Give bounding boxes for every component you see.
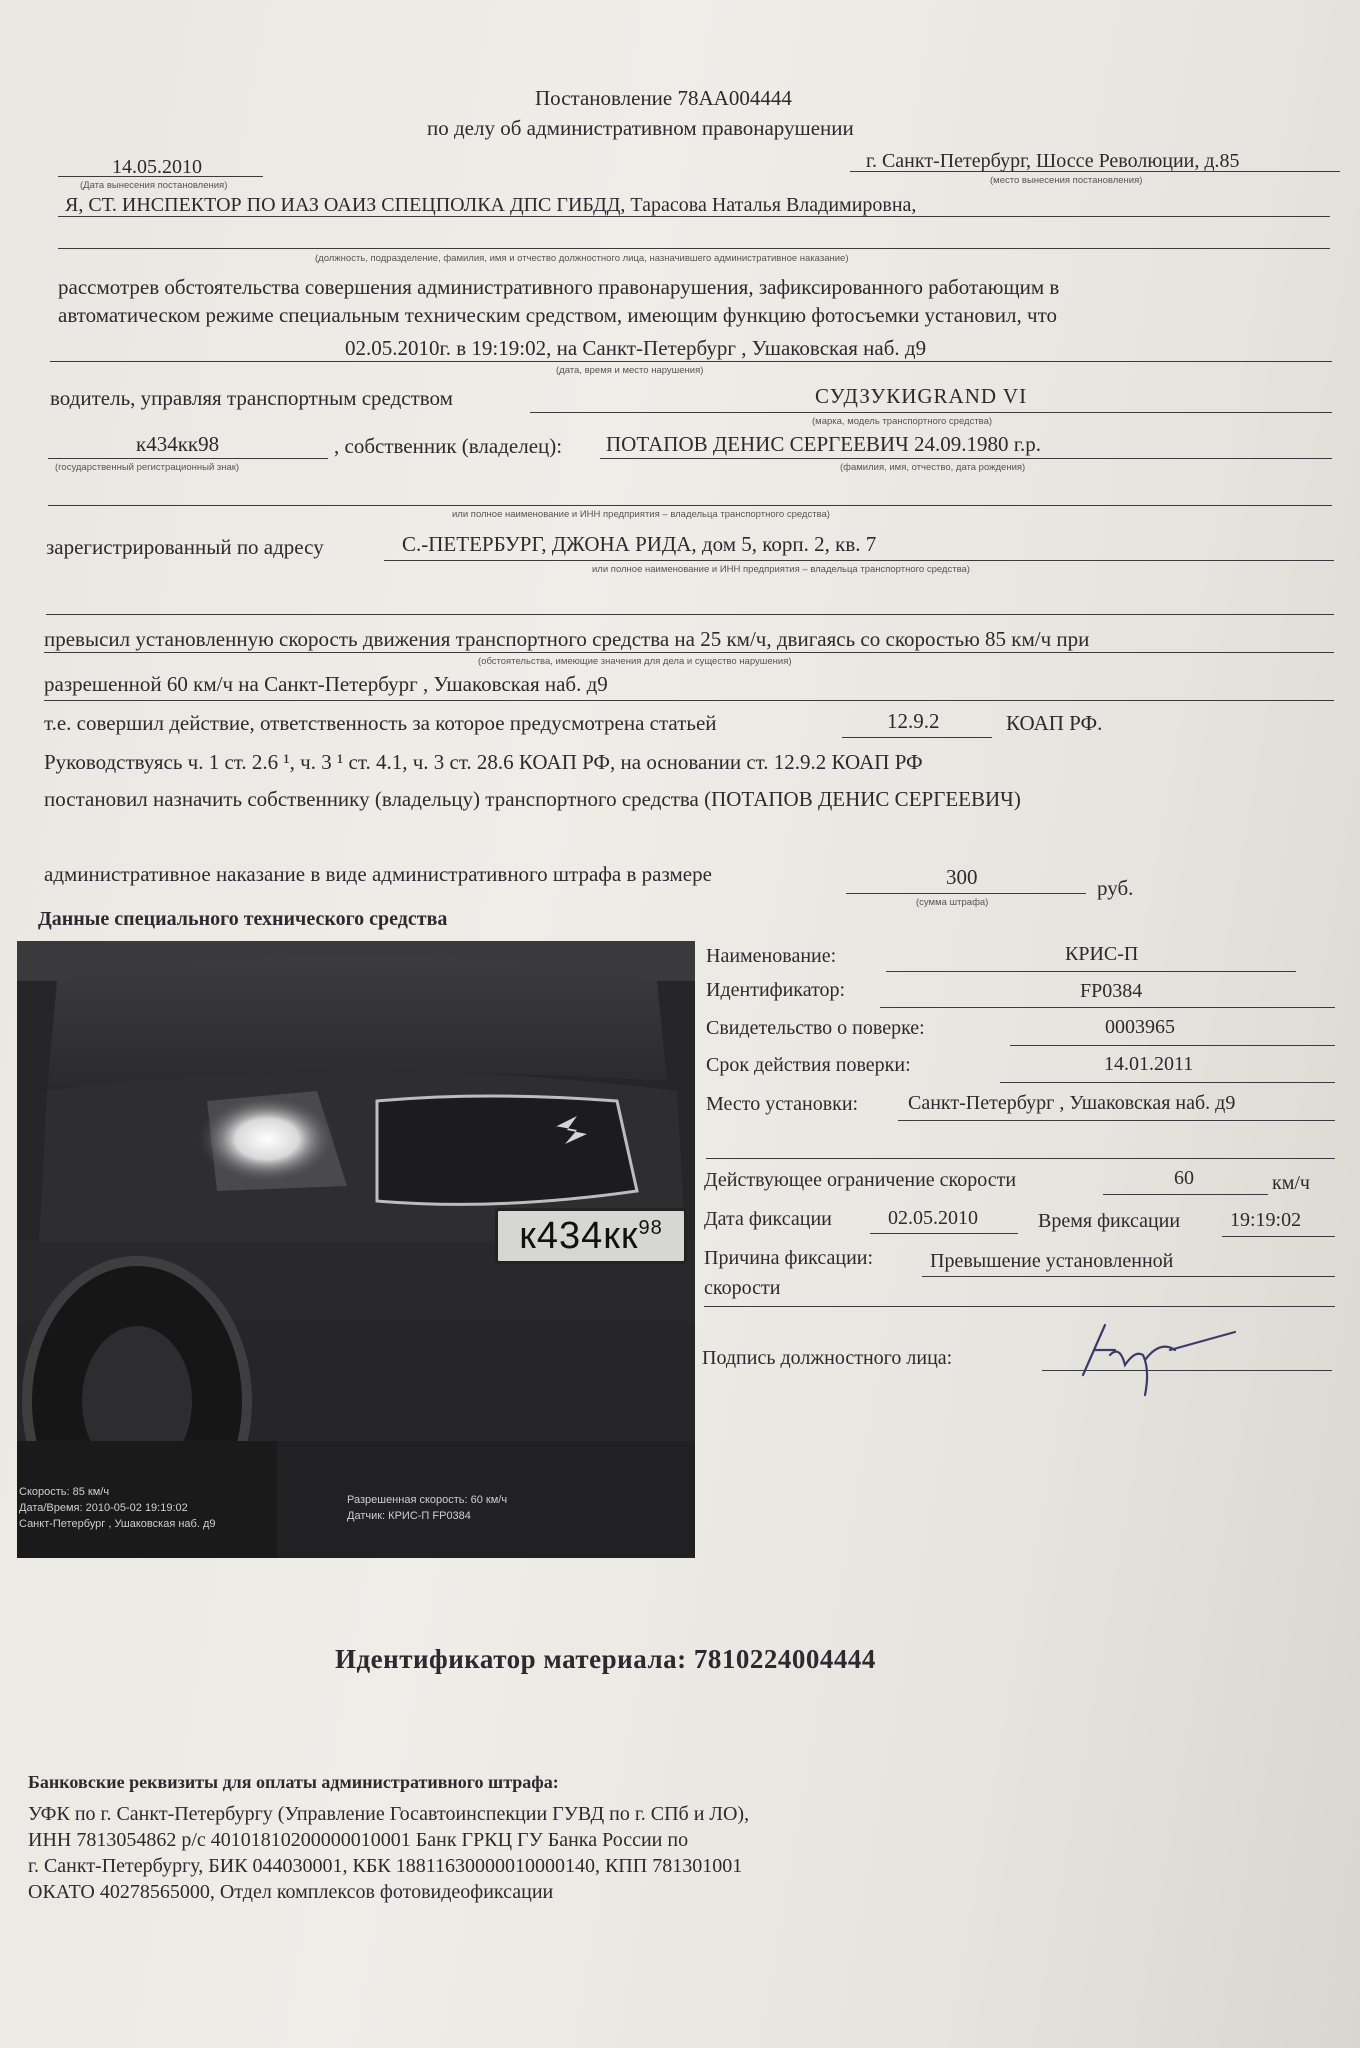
- fine-amount: 300: [946, 865, 978, 889]
- location-label: Место установки:: [706, 1093, 859, 1115]
- document-title: Постановление 78АА004444: [535, 86, 792, 110]
- device-id-line: [880, 1007, 1335, 1008]
- address-label: зарегистрированный по адресу: [46, 535, 324, 559]
- guided-text: Руководствуясь ч. 1 ст. 2.6 ¹, ч. 3 ¹ ст. 4.1, ч. 3 ст. 28.6 КОАП РФ, на основании ст. 12.9.2 КОАП РФ: [44, 750, 923, 774]
- bank-line-2: ИНН 7813054862 р/с 40101810200000010001 Банк ГРКЦ ГУ Банка России по: [28, 1829, 689, 1851]
- article-line: [842, 737, 992, 738]
- overlay-allowed-speed: Разрешенная скорость: 60 км/ч: [347, 1494, 508, 1506]
- plate-caption: (государственный регистрационный знак): [55, 462, 240, 473]
- fix-date-label: Дата фиксации: [704, 1208, 832, 1230]
- plate-region: 98: [638, 1217, 663, 1239]
- fine-line: [846, 893, 1086, 894]
- device-id: FP0384: [1080, 980, 1143, 1002]
- event-caption: (дата, время и место нарушения): [556, 365, 704, 376]
- cert-label: Свидетельство о поверке:: [706, 1017, 925, 1039]
- plate-line: [48, 458, 328, 459]
- place-caption: (место вынесения постановления): [990, 175, 1143, 186]
- owner-label: , собственник (владелец):: [334, 434, 563, 458]
- document-subtitle: по делу об административном правонарушении: [427, 116, 854, 140]
- inn-line: [48, 505, 1332, 506]
- address-value: С.-ПЕТЕРБУРГ, ДЖОНА РИДА, дом 5, корп. 2, кв. 7: [402, 532, 877, 556]
- reason-line-1: Превышение установленной: [930, 1250, 1174, 1272]
- decision-date: 14.05.2010: [112, 156, 202, 178]
- bank-line-1: УФК по г. Санкт-Петербургу (Управление Госавтоинспекции ГУВД по г. СПб и ЛО),: [28, 1803, 750, 1825]
- cert-line: [1010, 1045, 1335, 1046]
- overlay-sensor: Датчик: КРИС-П FP0384: [347, 1510, 471, 1522]
- inn-caption: или полное наименование и ИНН предприятия – владельца транспортного средства): [452, 509, 830, 520]
- place-line: [850, 171, 1340, 172]
- fix-time: 19:19:02: [1230, 1209, 1302, 1231]
- paragraph-line-1: рассмотрев обстоятельства совершения административного правонарушения, зафиксированного работающим в: [58, 275, 1060, 299]
- reason-line-2: скорости: [704, 1277, 781, 1299]
- reason-underline-2: [704, 1306, 1335, 1307]
- owner-line: [600, 458, 1332, 459]
- fine-caption: (сумма штрафа): [916, 897, 989, 908]
- fine-unit: руб.: [1097, 876, 1134, 900]
- paragraph-line-2: автоматическом режиме специальным техническим средством, имеющим функцию фотосъемки установил, что: [58, 303, 1057, 327]
- event-line: [50, 361, 1332, 362]
- blank-line: [46, 614, 1334, 615]
- decision-place: г. Санкт-Петербург, Шоссе Революции, д.85: [866, 150, 1240, 172]
- limit-label: Действующее ограничение скорости: [704, 1169, 1017, 1191]
- plate-number: к434кк98: [136, 432, 220, 456]
- bank-heading: Банковские реквизиты для оплаты административного штрафа:: [28, 1772, 559, 1792]
- bank-line-3: г. Санкт-Петербургу, БИК 044030001, КБК 18811630000010000140, КПП 781301001: [28, 1855, 743, 1877]
- device-name-label: Наименование:: [706, 945, 837, 967]
- valid-line: [1000, 1082, 1335, 1083]
- overlay-speed: Скорость: 85 км/ч: [19, 1486, 110, 1498]
- inspector-text: Я, СТ. ИНСПЕКТОР ПО ИАЗ ОАИЗ СПЕЦПОЛКА ДПС ГИБДД, Тарасова Наталья Владимировна,: [65, 194, 917, 216]
- valid-label: Срок действия поверки:: [706, 1054, 911, 1076]
- overlay-datetime: Дата/Время: 2010-05-02 19:19:02: [19, 1502, 188, 1514]
- date-line: [58, 176, 263, 177]
- address-caption: или полное наименование и ИНН предприятия – владельца транспортного средства): [592, 564, 970, 575]
- event-text: 02.05.2010г. в 19:19:02, на Санкт-Петербург , Ушаковская наб. д9: [345, 336, 927, 360]
- cert-number: 0003965: [1105, 1016, 1175, 1038]
- device-heading: Данные специального технического средства: [38, 908, 448, 930]
- license-plate: [495, 1208, 687, 1264]
- fine-label: административное наказание в виде административного штрафа в размере: [44, 862, 712, 886]
- signature-image: [1075, 1320, 1245, 1400]
- owner-name: ПОТАПОВ ДЕНИС СЕРГЕЕВИЧ 24.09.1980 г.р.: [606, 432, 1041, 456]
- location-line-2: [706, 1158, 1335, 1159]
- violation-line-2: разрешенной 60 км/ч на Санкт-Петербург , Ушаковская наб. д9: [44, 672, 608, 696]
- decided-text: постановил назначить собственнику (владельцу) транспортного средства (ПОТАПОВ ДЕНИС СЕРГЕЕВИЧ): [44, 787, 1021, 811]
- reason-label: Причина фиксации:: [704, 1247, 874, 1269]
- reason-underline: [922, 1276, 1335, 1277]
- violation-line-1: превысил установленную скорость движения транспортного средства на 25 км/ч, двигаясь со скоростью 85 км/ч при: [44, 627, 1090, 651]
- fix-time-line: [1222, 1236, 1335, 1237]
- violation-caption: (обстоятельства, имеющие значения для дела и существо нарушения): [478, 656, 792, 667]
- inspector-line-2: [58, 248, 1330, 249]
- address-line: [384, 560, 1334, 561]
- fix-time-label: Время фиксации: [1038, 1210, 1181, 1232]
- owner-caption: (фамилия, имя, отчество, дата рождения): [840, 462, 1026, 473]
- bank-line-4: ОКАТО 40278565000, Отдел комплексов фотовидеофиксации: [28, 1881, 554, 1903]
- vehicle-caption: (марка, модель транспортного средства): [812, 416, 993, 427]
- location-value: Санкт-Петербург , Ушаковская наб. д9: [908, 1092, 1236, 1114]
- device-name-line: [886, 971, 1296, 972]
- driver-label: водитель, управляя транспортным средством: [50, 386, 453, 410]
- fix-date: 02.05.2010: [888, 1207, 978, 1229]
- article-label: т.е. совершил действие, ответственность за которое предусмотрена статьей: [44, 711, 717, 735]
- inspector-line: [58, 216, 1330, 217]
- overlay-location: Санкт-Петербург , Ушаковская наб. д9: [19, 1518, 216, 1530]
- article-number: 12.9.2: [887, 709, 940, 733]
- valid-date: 14.01.2011: [1104, 1053, 1194, 1075]
- limit-unit: км/ч: [1272, 1172, 1310, 1194]
- article-suffix: КОАП РФ.: [1006, 711, 1103, 735]
- device-name: КРИС-П: [1065, 943, 1139, 965]
- inspector-caption: (должность, подразделение, фамилия, имя и отчество должностного лица, назначившего административное наказание): [315, 253, 849, 264]
- plate-text: к434кк: [519, 1215, 639, 1257]
- device-id-label: Идентификатор:: [706, 979, 846, 1001]
- material-id: Идентификатор материала: 7810224004444: [335, 1644, 876, 1674]
- limit-value: 60: [1174, 1167, 1194, 1189]
- vehicle-line: [530, 412, 1332, 413]
- location-line: [898, 1120, 1335, 1121]
- violation-underline: [44, 652, 1334, 653]
- vehicle-model: СУДЗУКИGRAND VI: [815, 384, 1028, 408]
- date-caption: (Дата вынесения постановления): [80, 180, 228, 191]
- camera-photo: [17, 941, 695, 1558]
- limit-line: [1103, 1194, 1268, 1195]
- signature-label: Подпись должностного лица:: [702, 1347, 953, 1369]
- violation-underline-2: [44, 700, 1334, 701]
- fix-date-line: [870, 1233, 1018, 1234]
